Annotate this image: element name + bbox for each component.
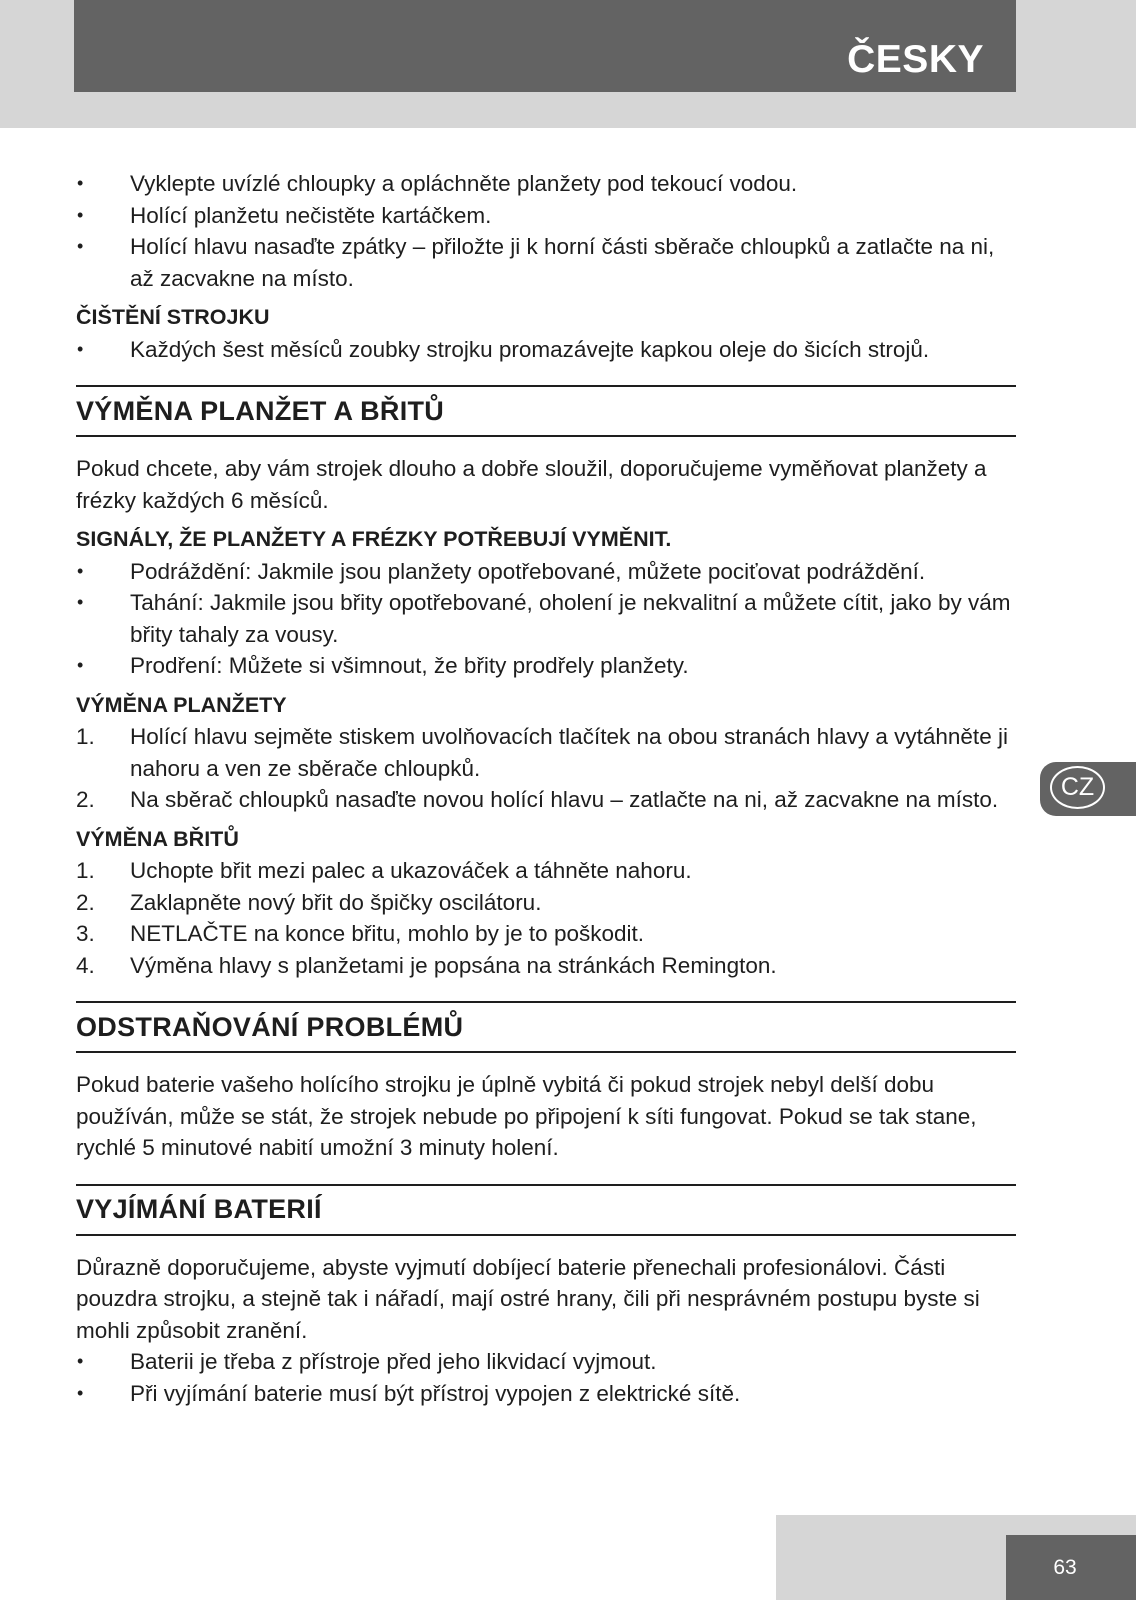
list-item: • Baterii je třeba z přístroje před jeho likvidací vyjmout.: [76, 1346, 1016, 1378]
page-number: 63: [1006, 1535, 1136, 1600]
list-item: 3. NETLAČTE na konce břitu, mohlo by je to poškodit.: [76, 918, 1016, 950]
bullet-marker: •: [77, 1351, 84, 1371]
foil-step-list: [76, 721, 1016, 816]
blade-heading: VÝMĚNA BŘITŮ: [76, 826, 239, 851]
step-number: 2.: [76, 787, 95, 812]
troubleshooting-section-title: ODSTRAŇOVÁNÍ PROBLÉMŮ: [76, 1001, 1016, 1053]
bullet-marker: •: [77, 204, 84, 225]
bullet-marker: •: [77, 338, 84, 359]
bullet-marker: •: [77, 560, 84, 581]
list-item: • Při vyjímání baterie musí být přístroj vypojen z elektrické sítě.: [76, 1378, 1016, 1410]
bullet-marker: •: [77, 592, 84, 612]
battery-paragraph: Důrazně doporučujeme, abyste vyjmutí dobíjecí baterie přenechali profesionálovi. Části pouzdra strojku, a stejně tak i nářadí, mají ostré hrany, čili při nesprávném postupu byste si mohli způsobit zranění.: [76, 1254, 980, 1343]
bullet-marker: •: [77, 1382, 84, 1403]
step-number: 4.: [76, 952, 95, 978]
replacement-paragraph: Pokud chcete, aby vám strojek dlouho a dobře sloužil, doporučujeme vyměňovat planžety a frézky každých 6 měsíců.: [76, 456, 987, 513]
list-item: • Prodření: Můžete si všimnout, že břity prodřely planžety.: [76, 650, 1016, 682]
step-number: 3.: [76, 921, 95, 946]
foil-heading: VÝMĚNA PLANŽETY: [76, 692, 287, 717]
language-tab: [1040, 762, 1136, 816]
list-item: • Vyklepte uvízlé chloupky a opláchněte planžety pod tekoucí vodou.: [76, 168, 1016, 200]
header-bar: [74, 0, 1016, 92]
language-title: ČESKY: [847, 38, 984, 81]
step-number: 2.: [76, 889, 95, 915]
bullet-marker: •: [77, 655, 84, 675]
list-item: • Podráždění: Jakmile jsou planžety opotřebované, můžete pociťovat podráždění.: [76, 556, 1016, 588]
intro-bullet-list: [76, 168, 1016, 294]
list-item: • Každých šest měsíců zoubky strojku promazávejte kapkou oleje do šicích strojů.: [76, 334, 1016, 366]
battery-section-title: VYJÍMÁNÍ BATERIÍ: [76, 1184, 1016, 1236]
signals-heading: SIGNÁLY, ŽE PLANŽETY A FRÉZKY POTŘEBUJÍ VYMĚNIT.: [76, 527, 672, 551]
signals-bullet-list: [76, 556, 1016, 682]
page-content: [76, 168, 1016, 1409]
list-item: • Holící planžetu nečistěte kartáčkem.: [76, 200, 1016, 232]
list-item: • Holící hlavu nasaďte zpátky – přiložte ji k horní části sběrače chloupků a zatlačte na ni, až zacvakne na místo.: [76, 231, 1016, 294]
bullet-marker: •: [77, 236, 84, 256]
blade-step-list: [76, 855, 1016, 981]
list-item: 2. Na sběrač chloupků nasaďte novou holící hlavu – zatlačte na ni, až zacvakne na místo.: [76, 784, 1016, 816]
step-number: 1.: [76, 724, 95, 749]
step-number: 1.: [76, 858, 95, 883]
list-item: 4. Výměna hlavy s planžetami je popsána na stránkách Remington.: [76, 950, 1016, 982]
troubleshooting-paragraph: Pokud baterie vašeho holícího strojku je úplně vybitá či pokud strojek nebyl delší dobu používán, může se stát, že strojek nebude po připojení k síti fungovat. Pokud se tak stane, rychlé 5 minutové nabití umožní 3 minuty holení.: [76, 1072, 977, 1160]
cleaning-bullet-list: [76, 334, 1016, 366]
list-item: 1. Uchopte břit mezi palec a ukazováček a táhněte nahoru.: [76, 855, 1016, 887]
cleaning-heading: ČIŠTĚNÍ STROJKU: [76, 305, 270, 329]
list-item: 1. Holící hlavu sejměte stiskem uvolňovacích tlačítek na obou stranách hlavy a vytáhněte ji nahoru a ven ze sběrače chloupků.: [76, 721, 1016, 784]
replacement-section-title: VÝMĚNA PLANŽET A BŘITŮ: [76, 385, 1016, 437]
cz-badge: CZ: [1050, 766, 1105, 809]
list-item: 2. Zaklapněte nový břit do špičky oscilátoru.: [76, 887, 1016, 919]
list-item: • Tahání: Jakmile jsou břity opotřebované, oholení je nekvalitní a můžete cítit, jako by vám břity tahaly za vousy.: [76, 587, 1016, 650]
bullet-marker: •: [77, 173, 84, 193]
battery-bullet-list: [76, 1346, 1016, 1409]
